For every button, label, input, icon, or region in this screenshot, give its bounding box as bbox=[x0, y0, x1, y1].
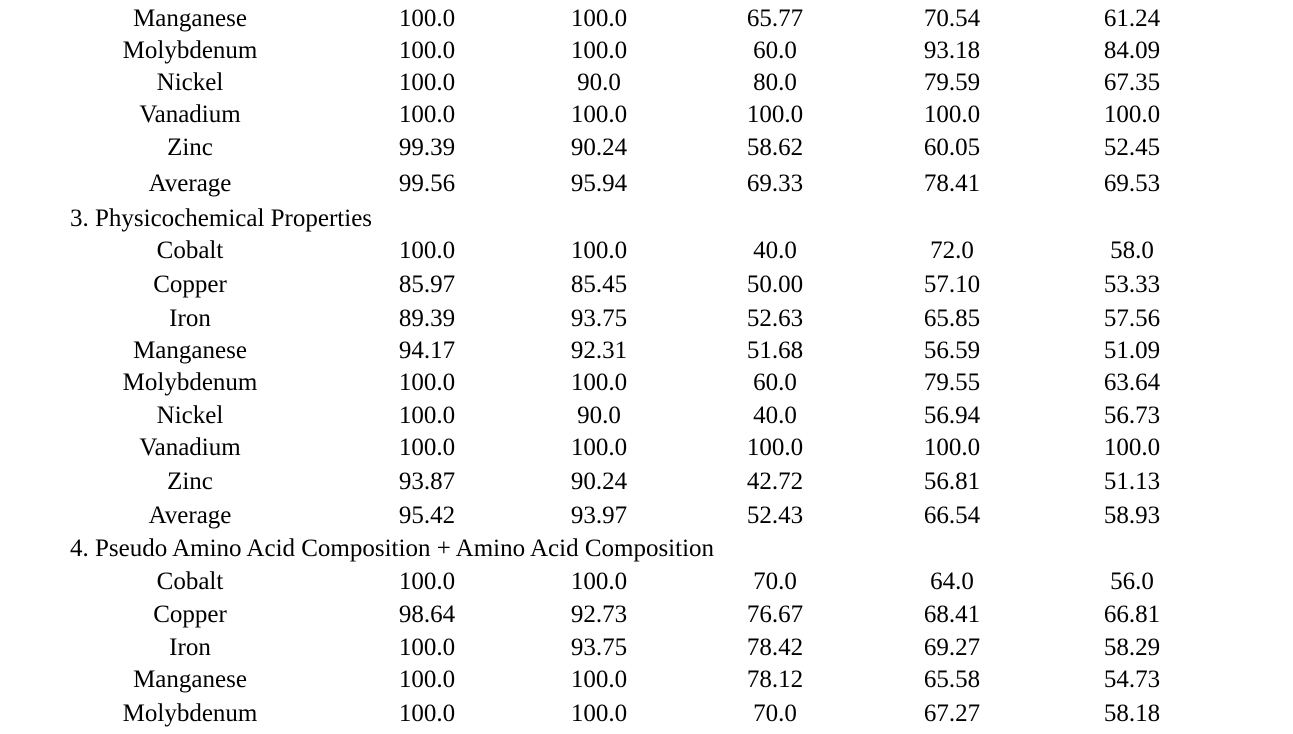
value-cell: 69.27 bbox=[923, 634, 981, 661]
value-cell: 54.73 bbox=[1103, 666, 1161, 693]
value-cell: 100.0 bbox=[570, 568, 628, 595]
value-cell: 84.09 bbox=[1103, 37, 1161, 64]
value-cell: 100.0 bbox=[746, 434, 804, 461]
value-cell: 92.73 bbox=[570, 601, 628, 628]
value-cell: 58.93 bbox=[1103, 502, 1161, 529]
value-cell: 70.0 bbox=[753, 700, 797, 727]
value-cell: 89.39 bbox=[398, 305, 456, 332]
value-cell: 79.55 bbox=[923, 369, 981, 396]
value-cell: 63.64 bbox=[1103, 369, 1161, 396]
table-row bbox=[0, 632, 1293, 664]
value-cell: 52.43 bbox=[746, 502, 804, 529]
value-cell: 68.41 bbox=[923, 601, 981, 628]
value-cell: 90.24 bbox=[570, 468, 628, 495]
value-cell: 100.0 bbox=[398, 434, 456, 461]
value-cell: 56.59 bbox=[923, 337, 981, 364]
value-cell: 72.0 bbox=[930, 237, 974, 264]
value-cell: 100.0 bbox=[570, 37, 628, 64]
value-cell: 100.0 bbox=[570, 5, 628, 32]
value-cell: 66.54 bbox=[923, 502, 981, 529]
row-label: Iron bbox=[169, 634, 211, 661]
value-cell: 90.0 bbox=[577, 69, 621, 96]
value-cell: 100.0 bbox=[923, 434, 981, 461]
value-cell: 70.0 bbox=[753, 568, 797, 595]
value-cell: 98.64 bbox=[398, 601, 456, 628]
row-label: Vanadium bbox=[139, 101, 241, 128]
value-cell: 93.97 bbox=[570, 502, 628, 529]
value-cell: 100.0 bbox=[570, 101, 628, 128]
row-label: Cobalt bbox=[156, 237, 224, 264]
value-cell: 100.0 bbox=[398, 5, 456, 32]
value-cell: 100.0 bbox=[398, 700, 456, 727]
value-cell: 51.09 bbox=[1103, 337, 1161, 364]
table-row bbox=[0, 599, 1293, 631]
value-cell: 100.0 bbox=[398, 101, 456, 128]
value-cell: 56.94 bbox=[923, 402, 981, 429]
value-cell: 100.0 bbox=[398, 666, 456, 693]
value-cell: 66.81 bbox=[1103, 601, 1161, 628]
value-cell: 58.29 bbox=[1103, 634, 1161, 661]
value-cell: 78.41 bbox=[923, 170, 981, 197]
row-label: Average bbox=[148, 170, 232, 197]
row-label: Zinc bbox=[167, 134, 213, 161]
value-cell: 100.0 bbox=[923, 101, 981, 128]
value-cell: 78.12 bbox=[746, 666, 804, 693]
table-row bbox=[0, 698, 1293, 730]
row-label: Copper bbox=[153, 271, 227, 298]
value-cell: 60.0 bbox=[753, 37, 797, 64]
value-cell: 100.0 bbox=[570, 666, 628, 693]
table-row bbox=[0, 3, 1293, 35]
value-cell: 100.0 bbox=[398, 37, 456, 64]
row-label: Cobalt bbox=[156, 568, 224, 595]
row-label: Average bbox=[148, 502, 232, 529]
row-label: Molybdenum bbox=[122, 37, 258, 64]
value-cell: 100.0 bbox=[398, 369, 456, 396]
table-row bbox=[0, 500, 1293, 532]
value-cell: 100.0 bbox=[570, 700, 628, 727]
value-cell: 58.18 bbox=[1103, 700, 1161, 727]
value-cell: 100.0 bbox=[570, 369, 628, 396]
section-heading: 3. Physicochemical Properties bbox=[70, 205, 373, 232]
value-cell: 67.27 bbox=[923, 700, 981, 727]
value-cell: 95.42 bbox=[398, 502, 456, 529]
value-cell: 90.0 bbox=[577, 402, 621, 429]
table-row bbox=[0, 335, 1293, 367]
row-label: Manganese bbox=[133, 666, 247, 693]
value-cell: 56.0 bbox=[1110, 568, 1154, 595]
value-cell: 94.17 bbox=[398, 337, 456, 364]
value-cell: 57.10 bbox=[923, 271, 981, 298]
value-cell: 58.0 bbox=[1110, 237, 1154, 264]
value-cell: 67.35 bbox=[1103, 69, 1161, 96]
value-cell: 53.33 bbox=[1103, 271, 1161, 298]
value-cell: 40.0 bbox=[753, 402, 797, 429]
table-row bbox=[0, 400, 1293, 432]
table-row bbox=[0, 303, 1293, 335]
row-label: Zinc bbox=[167, 468, 213, 495]
table-row bbox=[0, 67, 1293, 99]
table-row bbox=[0, 132, 1293, 164]
value-cell: 95.94 bbox=[570, 170, 628, 197]
value-cell: 69.53 bbox=[1103, 170, 1161, 197]
value-cell: 100.0 bbox=[398, 634, 456, 661]
value-cell: 100.0 bbox=[398, 402, 456, 429]
value-cell: 93.18 bbox=[923, 37, 981, 64]
value-cell: 85.45 bbox=[570, 271, 628, 298]
value-cell: 51.68 bbox=[746, 337, 804, 364]
value-cell: 60.05 bbox=[923, 134, 981, 161]
value-cell: 64.0 bbox=[930, 568, 974, 595]
value-cell: 100.0 bbox=[746, 101, 804, 128]
table-row bbox=[0, 466, 1293, 498]
value-cell: 100.0 bbox=[398, 69, 456, 96]
table-row bbox=[0, 269, 1293, 301]
value-cell: 58.62 bbox=[746, 134, 804, 161]
value-cell: 100.0 bbox=[398, 568, 456, 595]
section-heading: 4. Pseudo Amino Acid Composition + Amino Acid Composition bbox=[70, 535, 715, 562]
value-cell: 100.0 bbox=[570, 237, 628, 264]
value-cell: 85.97 bbox=[398, 271, 456, 298]
value-cell: 51.13 bbox=[1103, 468, 1161, 495]
value-cell: 90.24 bbox=[570, 134, 628, 161]
value-cell: 50.00 bbox=[746, 271, 804, 298]
value-cell: 100.0 bbox=[1103, 434, 1161, 461]
value-cell: 100.0 bbox=[1103, 101, 1161, 128]
value-cell: 57.56 bbox=[1103, 305, 1161, 332]
value-cell: 76.67 bbox=[746, 601, 804, 628]
value-cell: 56.73 bbox=[1103, 402, 1161, 429]
table-row bbox=[0, 168, 1293, 200]
value-cell: 93.87 bbox=[398, 468, 456, 495]
table-row bbox=[0, 432, 1293, 464]
row-label: Manganese bbox=[133, 337, 247, 364]
value-cell: 65.77 bbox=[746, 5, 804, 32]
value-cell: 52.63 bbox=[746, 305, 804, 332]
value-cell: 99.56 bbox=[398, 170, 456, 197]
table-row bbox=[0, 235, 1293, 267]
value-cell: 69.33 bbox=[746, 170, 804, 197]
row-label: Molybdenum bbox=[122, 700, 258, 727]
value-cell: 52.45 bbox=[1103, 134, 1161, 161]
row-label: Nickel bbox=[156, 402, 224, 429]
value-cell: 99.39 bbox=[398, 134, 456, 161]
value-cell: 93.75 bbox=[570, 634, 628, 661]
row-label: Manganese bbox=[133, 5, 247, 32]
table-row bbox=[0, 99, 1293, 131]
row-label: Nickel bbox=[156, 69, 224, 96]
value-cell: 42.72 bbox=[746, 468, 804, 495]
value-cell: 70.54 bbox=[923, 5, 981, 32]
value-cell: 65.58 bbox=[923, 666, 981, 693]
value-cell: 100.0 bbox=[398, 237, 456, 264]
value-cell: 60.0 bbox=[753, 369, 797, 396]
value-cell: 93.75 bbox=[570, 305, 628, 332]
value-cell: 79.59 bbox=[923, 69, 981, 96]
value-cell: 65.85 bbox=[923, 305, 981, 332]
value-cell: 78.42 bbox=[746, 634, 804, 661]
value-cell: 100.0 bbox=[570, 434, 628, 461]
table-row bbox=[0, 35, 1293, 67]
value-cell: 40.0 bbox=[753, 237, 797, 264]
value-cell: 80.0 bbox=[753, 69, 797, 96]
table-row bbox=[0, 566, 1293, 598]
table-row bbox=[0, 664, 1293, 696]
row-label: Iron bbox=[169, 305, 211, 332]
table-row bbox=[0, 367, 1293, 399]
row-label: Copper bbox=[153, 601, 227, 628]
value-cell: 56.81 bbox=[923, 468, 981, 495]
row-label: Vanadium bbox=[139, 434, 241, 461]
value-cell: 61.24 bbox=[1103, 5, 1161, 32]
value-cell: 92.31 bbox=[570, 337, 628, 364]
row-label: Molybdenum bbox=[122, 369, 258, 396]
